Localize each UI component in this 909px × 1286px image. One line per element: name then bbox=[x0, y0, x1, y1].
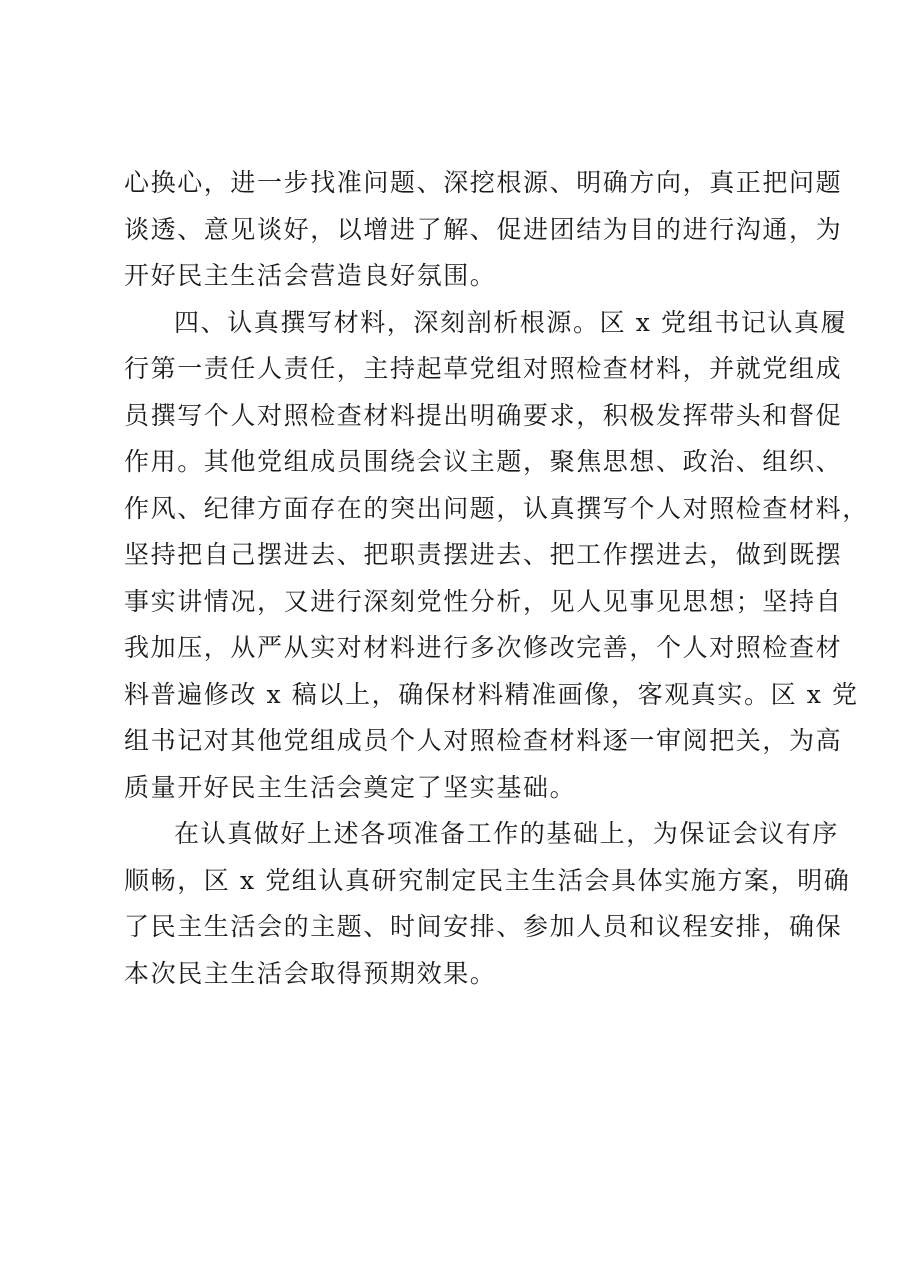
text-line: 员撰写个人对照检查材料提出明确要求，积极发挥带头和督促 bbox=[124, 400, 843, 430]
text-line: 心换心，进一步找准问题、深挖根源、明确方向，真正把问题 bbox=[124, 168, 843, 197]
text-line: 质量开好民主生活会奠定了坚实基础。 bbox=[124, 772, 577, 802]
text-line: 坚持把自己摆进去、把职责摆进去、把工作摆进去，做到既摆 bbox=[124, 540, 843, 569]
text-line: 行第一责任人责任，主持起草党组对照检查材料，并就党组成 bbox=[124, 354, 843, 383]
text-line: 了民主生活会的主题、时间安排、参加人员和议程安排，确保 bbox=[124, 912, 843, 941]
paragraph-2 bbox=[124, 300, 869, 812]
text-line: 料普遍修改 x 稿以上，确保材料精准画像，客观真实。区 x 党 bbox=[124, 679, 859, 709]
paragraph-3 bbox=[124, 811, 851, 997]
document-body bbox=[124, 160, 869, 997]
text-line: 组书记对其他党组成员个人对照检查材料逐一审阅把关，为高 bbox=[124, 726, 843, 755]
paragraph-1 bbox=[124, 160, 843, 300]
text-line: 本次民主生活会取得预期效果。 bbox=[124, 958, 497, 988]
text-line: 谈透、意见谈好，以增进了解、促进团结为目的进行沟通，为 bbox=[124, 214, 843, 244]
text-line: 顺畅，区 x 党组认真研究制定民主生活会具体实施方案，明确 bbox=[124, 865, 851, 895]
text-line: 我加压，从严从实对材料进行多次修改完善，个人对照检查材 bbox=[124, 633, 843, 662]
text-line: 在认真做好上述各项准备工作的基础上，为保证会议有序 bbox=[174, 819, 840, 848]
text-line: 作用。其他党组成员围绕会议主题，聚焦思想、政治、组织、 bbox=[124, 447, 843, 476]
text-line: 四、认真撰写材料，深刻剖析根源。区 x 党组书记认真履 bbox=[174, 307, 848, 337]
text-line: 作风、纪律方面存在的突出问题，认真撰写个人对照检查材料， bbox=[124, 493, 869, 523]
text-line: 事实讲情况，又进行深刻党性分析，见人见事见思想；坚持自 bbox=[124, 586, 843, 616]
text-line: 开好民主生活会营造良好氛围。 bbox=[124, 261, 497, 290]
